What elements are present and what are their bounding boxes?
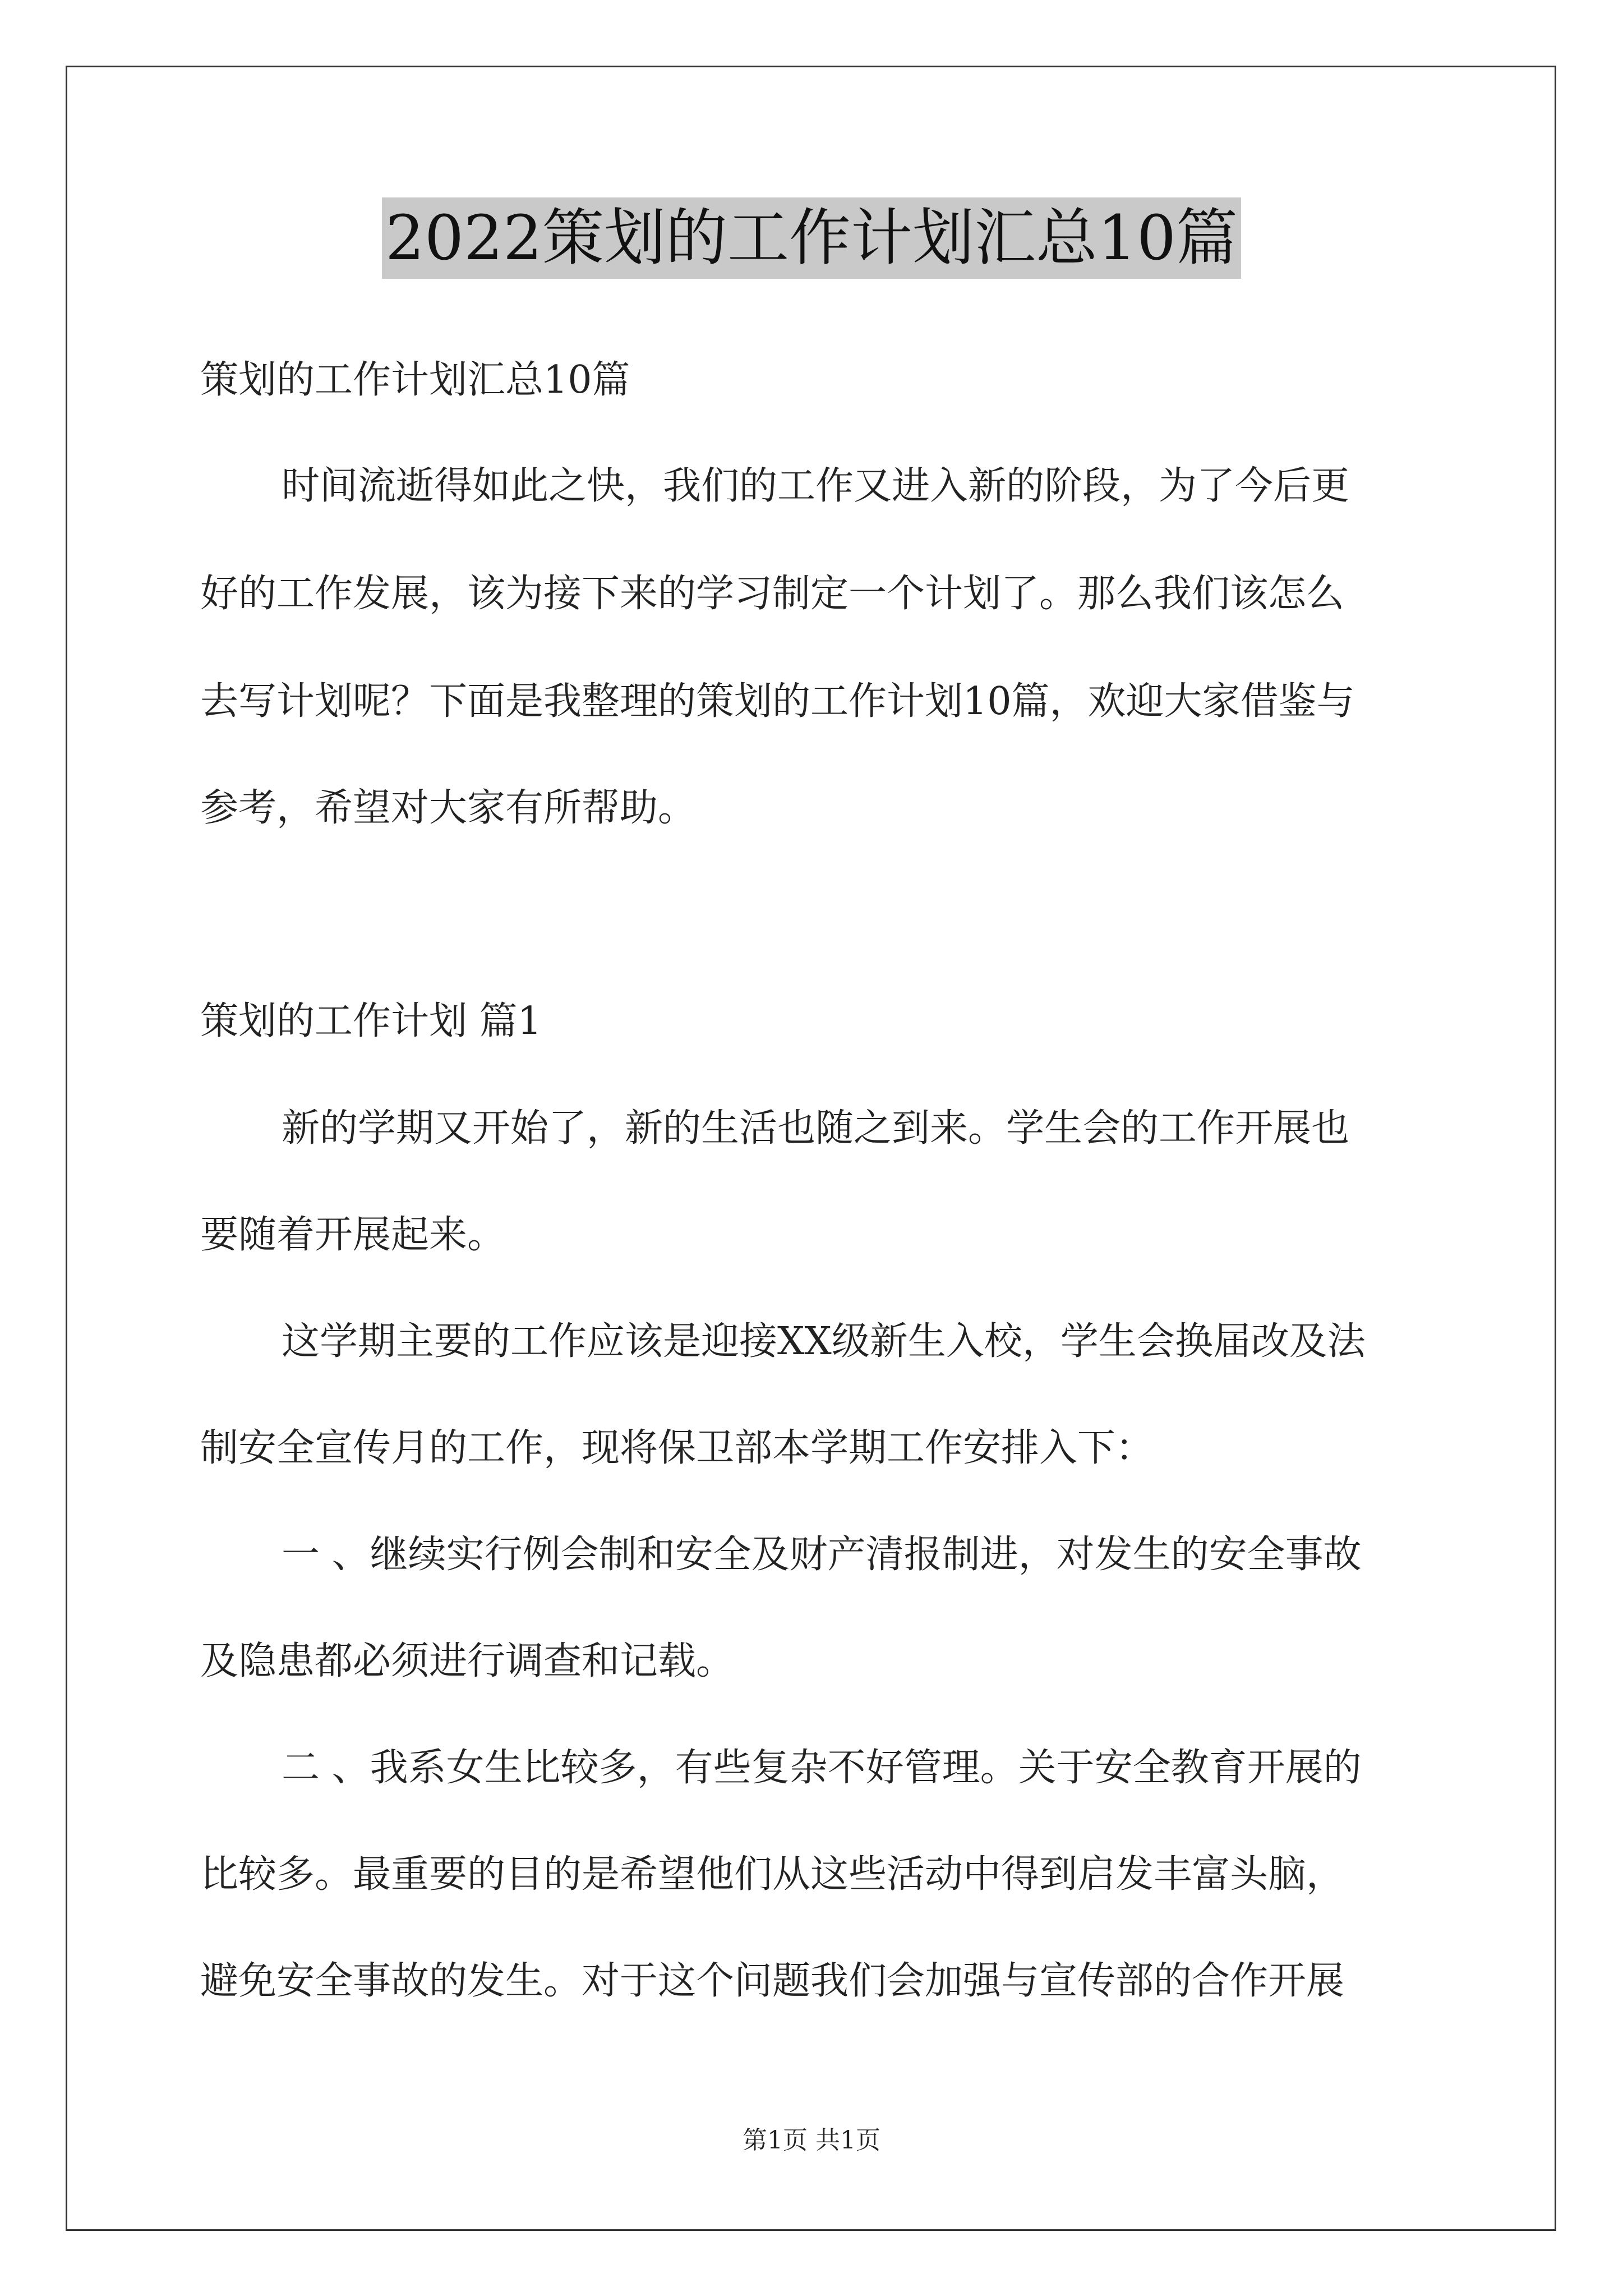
section-line: 新的学期又开始了，新的生活也随之到来。学生会的工作开展也 xyxy=(282,1106,1350,1151)
section-line: 比较多。最重要的目的是希望他们从这些活动中得到启发丰富头脑， xyxy=(200,1852,1345,1897)
page-footer: 第1页 共1页 xyxy=(743,2126,880,2155)
document-subtitle: 策划的工作计划汇总10篇 xyxy=(200,358,630,402)
section-line: 及隐患都必须进行调查和记载。 xyxy=(200,1639,735,1683)
section-line: 二 、我系女生比较多，有些复杂不好管理。关于安全教育开展的 xyxy=(282,1746,1362,1790)
section-heading: 策划的工作计划 篇1 xyxy=(200,999,542,1043)
section-line: 一 、继续实行例会制和安全及财产清报制进，对发生的安全事故 xyxy=(282,1533,1362,1577)
section-line: 这学期主要的工作应该是迎接XX级新生入校，学生会换届改及法 xyxy=(282,1319,1366,1364)
intro-line: 好的工作发展，该为接下来的学习制定一个计划了。那么我们该怎么 xyxy=(200,572,1345,616)
intro-line: 参考，希望对大家有所帮助。 xyxy=(200,786,697,830)
section-line: 制安全宣传月的工作，现将保卫部本学期工作安排入下： xyxy=(200,1426,1154,1470)
section-line: 避免安全事故的发生。对于这个问题我们会加强与宣传部的合作开展 xyxy=(200,1959,1345,2003)
intro-line: 时间流逝得如此之快，我们的工作又进入新的阶段，为了今后更 xyxy=(282,464,1350,508)
document-title-container xyxy=(0,197,1623,279)
document-title: 2022策划的工作计划汇总10篇 xyxy=(382,197,1241,279)
section-line: 要随着开展起来。 xyxy=(200,1213,506,1257)
intro-line: 去写计划呢？下面是我整理的策划的工作计划10篇，欢迎大家借鉴与 xyxy=(200,679,1355,724)
